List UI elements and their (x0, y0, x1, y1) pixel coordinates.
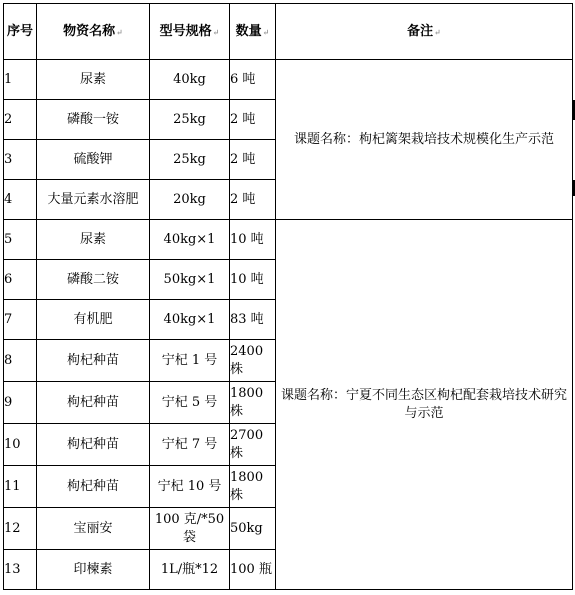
item-qty: 10 吨 (230, 220, 276, 260)
row-number: 7 (4, 300, 37, 340)
item-qty: 1800 株 (230, 466, 276, 508)
row-number: 3 (4, 140, 37, 180)
item-name: 枸杞种苗 (37, 424, 150, 466)
row-number: 11 (4, 466, 37, 508)
item-qty: 10 吨 (230, 260, 276, 300)
item-name: 磷酸二铵 (37, 260, 150, 300)
item-name: 印楝素 (37, 550, 150, 590)
item-qty: 1800 株 (230, 382, 276, 424)
item-qty: 2700 株 (230, 424, 276, 466)
row-number: 6 (4, 260, 37, 300)
note-group-1: 课题名称：枸杞篱架栽培技术规模化生产示范 (276, 60, 573, 220)
item-spec: 1L/瓶*12 (150, 550, 230, 590)
item-qty: 6 吨 (230, 60, 276, 100)
item-spec: 40kg×1 (150, 220, 230, 260)
row-number: 10 (4, 424, 37, 466)
table-row (4, 220, 573, 260)
item-qty: 2400 株 (230, 340, 276, 382)
row-number: 4 (4, 180, 37, 220)
header-row (4, 4, 573, 60)
item-qty: 100 瓶 (230, 550, 276, 590)
item-qty: 83 吨 (230, 300, 276, 340)
note-group-2: 课题名称：宁夏不同生态区枸杞配套栽培技术研究与示范 (276, 220, 573, 590)
item-spec: 20kg (150, 180, 230, 220)
table-row (4, 60, 573, 100)
item-name: 大量元素水溶肥 (37, 180, 150, 220)
item-name: 枸杞种苗 (37, 382, 150, 424)
item-name: 尿素 (37, 220, 150, 260)
item-qty: 2 吨 (230, 100, 276, 140)
item-spec: 40kg×1 (150, 300, 230, 340)
item-spec: 宁杞 10 号 (150, 466, 230, 508)
header-seq: 序号 (4, 4, 37, 60)
header-note: 备注↵ (276, 4, 573, 60)
item-spec: 宁杞 5 号 (150, 382, 230, 424)
row-number: 13 (4, 550, 37, 590)
item-spec: 宁杞 7 号 (150, 424, 230, 466)
item-name: 枸杞种苗 (37, 466, 150, 508)
materials-table (3, 3, 573, 590)
row-number: 5 (4, 220, 37, 260)
row-number: 2 (4, 100, 37, 140)
item-qty: 50kg (230, 508, 276, 550)
item-spec: 50kg×1 (150, 260, 230, 300)
item-name: 枸杞种苗 (37, 340, 150, 382)
item-spec: 40kg (150, 60, 230, 100)
row-number: 9 (4, 382, 37, 424)
item-name: 尿素 (37, 60, 150, 100)
item-name: 磷酸一铵 (37, 100, 150, 140)
item-spec: 25kg (150, 100, 230, 140)
header-qty: 数量↵ (230, 4, 276, 60)
item-spec: 宁杞 1 号 (150, 340, 230, 382)
item-qty: 2 吨 (230, 140, 276, 180)
item-spec: 25kg (150, 140, 230, 180)
header-name: 物资名称↵ (37, 4, 150, 60)
row-number: 8 (4, 340, 37, 382)
item-name: 硫酸钾 (37, 140, 150, 180)
item-qty: 2 吨 (230, 180, 276, 220)
row-number: 1 (4, 60, 37, 100)
item-spec: 100 克/*50 袋 (150, 508, 230, 550)
row-number: 12 (4, 508, 37, 550)
item-name: 宝丽安 (37, 508, 150, 550)
header-spec: 型号规格↵ (150, 4, 230, 60)
item-name: 有机肥 (37, 300, 150, 340)
